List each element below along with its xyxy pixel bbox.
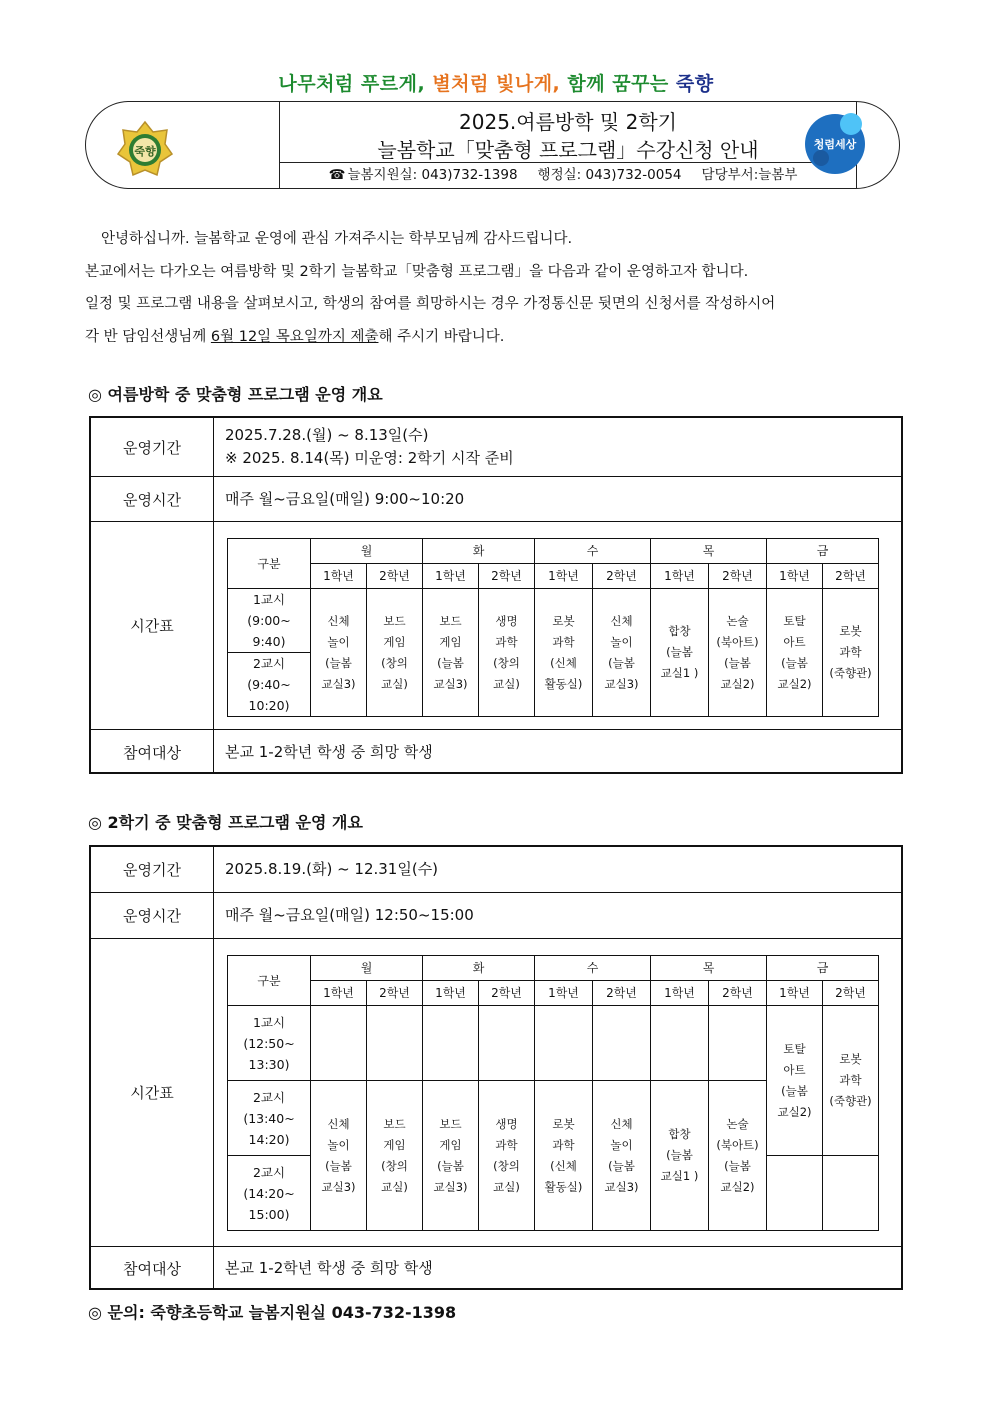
grade-header: 1학년 (651, 564, 709, 589)
program-cell (593, 1081, 651, 1231)
program-line: 보드 (439, 613, 462, 628)
semester2-target-row (91, 1246, 901, 1290)
period-time-line: (9:40~ (247, 677, 291, 692)
program-line: 게임 (383, 1137, 406, 1152)
program-line: (늘봄 (724, 655, 751, 670)
slogan-part-4: 죽향 (675, 73, 714, 95)
integrity-logo-icon (801, 108, 869, 176)
contact-admin: 행정실: 043)732-0054 (537, 167, 682, 183)
program-line: 보드 (383, 613, 406, 628)
semester2-target-value: 본교 1-2학년 학생 중 희망 학생 (225, 1259, 433, 1277)
period-time-line: 2교시 (252, 1164, 286, 1180)
empty-cell (709, 1006, 767, 1081)
empty-cell (423, 1006, 479, 1081)
semester2-target-label: 참여대상 (91, 1247, 214, 1290)
semester2-day-header (228, 956, 879, 981)
empty-cell (367, 1006, 423, 1081)
period-time-line: (12:50~ (243, 1035, 295, 1051)
semester2-schedule-row (91, 938, 901, 1246)
program-line: 교실) (381, 1179, 408, 1194)
empty-cell (311, 1006, 367, 1081)
summer-time-value: 매주 월~금요일(매일) 9:00~10:20 (225, 489, 465, 508)
program-cell (423, 1081, 479, 1231)
program-line: 토탈 (783, 613, 806, 628)
telephone-icon: ☎ (328, 167, 346, 183)
intro-line-4-pre: 각 반 담임선생님께 (85, 328, 211, 345)
program-line: 놀이 (327, 1137, 350, 1152)
program-line: 생명 (495, 613, 518, 628)
day-header: 수 (535, 956, 651, 981)
semester2-period-3 (228, 1156, 311, 1231)
program-line: (늘봄 (437, 655, 464, 670)
inquiry-contact: ◎ 문의: 죽향초등학교 늘봄지원실 043-732-1398 (88, 1303, 457, 1322)
grade-header: 2학년 (709, 981, 767, 1006)
program-line: 교실2) (720, 676, 755, 691)
program-line: 과학 (839, 645, 862, 659)
program-cell (423, 589, 479, 717)
program-line: 로봇 (552, 1116, 575, 1131)
program-line: (창의 (381, 655, 408, 670)
program-line: 과학 (552, 634, 575, 649)
program-line: 교실3) (604, 1179, 639, 1194)
program-line: 합창 (668, 1127, 691, 1141)
program-line: 교실3) (433, 676, 468, 691)
program-cell (311, 1081, 367, 1231)
semester2-period-2 (228, 1081, 311, 1156)
grade-header: 1학년 (535, 981, 593, 1006)
summer-period-2 (228, 653, 311, 717)
grade-header: 2학년 (823, 981, 879, 1006)
program-line: 교실3) (604, 676, 639, 691)
program-line: (늘봄 (325, 655, 352, 670)
program-cell (367, 589, 423, 717)
summer-time-row (91, 476, 901, 521)
empty-cell (535, 1006, 593, 1081)
grade-header: 1학년 (767, 564, 823, 589)
summer-section-title: ◎ 여름방학 중 맞춤형 프로그램 운영 개요 (88, 385, 383, 404)
day-header: 월 (311, 956, 423, 981)
program-line: 생명 (495, 1116, 518, 1131)
title-line-1: 2025.여름방학 및 2학기 (459, 110, 677, 134)
program-line: 게임 (439, 1137, 462, 1152)
semester2-schedule-label: 시간표 (91, 939, 214, 1246)
empty-cell (767, 1156, 823, 1231)
day-header: 목 (651, 539, 767, 564)
program-cell (709, 589, 767, 717)
semester2-period-label: 운영기간 (91, 847, 214, 892)
program-line: 활동실) (544, 1179, 583, 1194)
program-line: 보드 (439, 1116, 462, 1131)
summer-period-value: 2025.7.28.(월) ~ 8.13일(수) (225, 426, 429, 444)
day-header: 화 (423, 956, 535, 981)
period-time-line: 1교시 (252, 592, 286, 607)
program-line: (늘봄 (608, 655, 635, 670)
program-line: 교실3) (321, 676, 356, 691)
program-line: 과학 (495, 634, 518, 649)
slogan-part-3: 함께 꿈꾸는 (567, 73, 676, 95)
period-time-line: 13:30) (248, 1056, 290, 1072)
period-time-line: 2교시 (252, 1089, 286, 1105)
program-line: 로봇 (839, 624, 862, 638)
grade-header: 1학년 (311, 981, 367, 1006)
program-line: 신체 (610, 613, 633, 628)
summer-grade-header (228, 564, 879, 589)
period-time-line: 10:20) (248, 698, 290, 713)
summer-day-header (228, 539, 879, 564)
day-header: 금 (767, 956, 879, 981)
semester2-time-row (91, 892, 901, 938)
program-line: 교실) (493, 1179, 520, 1194)
summer-corner: 구분 (228, 539, 311, 589)
program-line: 합창 (668, 624, 691, 638)
program-line: 놀이 (610, 1137, 633, 1152)
program-line: (죽향관) (829, 666, 872, 680)
summer-period-note: ※ 2025. 8.14(목) 미운영: 2학기 시작 준비 (225, 449, 514, 467)
grade-header: 2학년 (479, 981, 535, 1006)
program-line: 놀이 (327, 634, 350, 649)
program-line: 교실1 ) (660, 666, 699, 680)
summer-period-1 (228, 589, 311, 653)
semester2-grade-header (228, 981, 879, 1006)
empty-cell (593, 1006, 651, 1081)
day-header: 목 (651, 956, 767, 981)
semester2-section-title: ◎ 2학기 중 맞춤형 프로그램 운영 개요 (88, 813, 363, 832)
program-line: (신체 (550, 655, 577, 670)
empty-cell (479, 1006, 535, 1081)
intro-line-1: 안녕하십니까. 늘봄학교 운영에 관심 가져주시는 학부모님께 감사드립니다. (101, 231, 573, 247)
summer-schedule-row (91, 521, 901, 729)
program-line: (늘봄 (437, 1158, 464, 1173)
school-emblem-icon (117, 120, 173, 178)
semester2-period-row (91, 847, 901, 892)
contact-info (280, 162, 856, 188)
program-line: (창의 (381, 1158, 408, 1173)
program-cell (593, 589, 651, 717)
program-cell (767, 1006, 823, 1156)
summer-schedule-label: 시간표 (91, 522, 214, 729)
program-cell (823, 1006, 879, 1156)
program-line: 교실3) (321, 1179, 356, 1194)
day-header: 수 (535, 539, 651, 564)
program-line: 교실3) (433, 1179, 468, 1194)
program-line: (창의 (493, 655, 520, 670)
period-time-line: (13:40~ (243, 1110, 295, 1126)
submission-deadline: 6월 12일 목요일까지 제출 (210, 328, 379, 345)
grade-header: 2학년 (823, 564, 879, 589)
program-cell (535, 1081, 593, 1231)
program-line: 교실2) (777, 676, 812, 691)
program-cell (311, 589, 367, 717)
semester2-period-value: 2025.8.19.(화) ~ 12.31일(수) (225, 860, 439, 878)
summer-target-value: 본교 1-2학년 학생 중 희망 학생 (225, 742, 433, 761)
emblem-text: 죽향 (134, 145, 156, 158)
grade-header: 2학년 (709, 564, 767, 589)
program-line: 활동실) (544, 676, 583, 691)
program-line: (북아트) (716, 1137, 759, 1152)
grade-header: 2학년 (593, 564, 651, 589)
program-line: 게임 (383, 634, 406, 649)
slogan-part-1: 나무처럼 푸르게, (278, 73, 433, 95)
summer-overview-table (89, 416, 903, 774)
period-time-line: 9:40) (252, 634, 286, 649)
empty-cell (823, 1156, 879, 1231)
program-line: 교실) (493, 676, 520, 691)
header-title-block (279, 102, 857, 188)
program-cell (479, 1081, 535, 1231)
program-line: (늘봄 (608, 1158, 635, 1173)
program-line: 보드 (383, 1116, 406, 1131)
program-line: 교실2) (777, 1104, 812, 1119)
day-header: 금 (767, 539, 879, 564)
contact-support: 늘봄지원실: 043)732-1398 (347, 167, 518, 183)
contact-dept: 담당부서:늘봄부 (701, 167, 798, 183)
program-line: 과학 (495, 1137, 518, 1152)
semester2-timetable (227, 955, 879, 1231)
program-line: 놀이 (610, 634, 633, 649)
intro-line-4 (85, 321, 905, 354)
intro-line-3: 일정 및 프로그램 내용을 살펴보시고, 학생의 참여를 희망하시는 경우 가정통신문 뒷면의 신청서를 작성하시어 (85, 296, 776, 312)
program-line: 토탈 (783, 1041, 806, 1056)
program-line: 신체 (610, 1116, 633, 1131)
semester2-time-label: 운영시간 (91, 893, 214, 938)
program-cell (479, 589, 535, 717)
day-header: 화 (423, 539, 535, 564)
intro-line-4-post: 해 주시기 바랍니다. (378, 328, 505, 345)
empty-cell (651, 1006, 709, 1081)
intro-paragraph (85, 223, 905, 353)
day-header: 월 (311, 539, 423, 564)
summer-target-label: 참여대상 (91, 730, 214, 774)
summer-timetable (227, 538, 879, 717)
grade-header: 1학년 (311, 564, 367, 589)
grade-header: 2학년 (367, 564, 423, 589)
program-line: 교실2) (720, 1179, 755, 1194)
program-line: (신체 (550, 1158, 577, 1173)
program-line: 교실1 ) (660, 1169, 699, 1183)
program-line: (창의 (493, 1158, 520, 1173)
program-cell (367, 1081, 423, 1231)
logo-text: 청렴세상 (813, 138, 857, 151)
title-line-2: 늘봄학교「맞춤형 프로그램」수강신청 안내 (377, 138, 759, 162)
program-line: (죽향관) (829, 1094, 872, 1108)
grade-header: 1학년 (535, 564, 593, 589)
program-cell (651, 589, 709, 717)
program-line: 게임 (439, 634, 462, 649)
grade-header: 1학년 (423, 981, 479, 1006)
summer-time-label: 운영시간 (91, 477, 214, 521)
document-header (85, 101, 900, 189)
program-line: (늘봄 (325, 1158, 352, 1173)
period-time-line: 1교시 (252, 1014, 286, 1030)
grade-header: 1학년 (423, 564, 479, 589)
school-slogan (0, 69, 992, 96)
summer-target-row (91, 729, 901, 774)
program-line: 아트 (783, 634, 806, 649)
grade-header: 2학년 (593, 981, 651, 1006)
period-time-line: (14:20~ (243, 1185, 295, 1201)
program-line: 과학 (552, 1137, 575, 1152)
grade-header: 2학년 (367, 981, 423, 1006)
period-time-line: 14:20) (248, 1131, 290, 1147)
program-cell (651, 1081, 709, 1231)
semester2-period-1 (228, 1006, 311, 1081)
program-line: (늘봄 (666, 645, 693, 659)
period-time-line: 15:00) (248, 1206, 290, 1222)
intro-line-2: 본교에서는 다가오는 여름방학 및 2학기 늘봄학교「맞춤형 프로그램」을 다음과 같이 운영하고자 합니다. (85, 263, 749, 280)
program-cell (767, 589, 823, 717)
program-line: 논술 (726, 1116, 749, 1131)
program-line: 로봇 (552, 613, 575, 628)
program-line: (북아트) (716, 634, 759, 649)
semester2-corner: 구분 (228, 956, 311, 1006)
program-line: 아트 (783, 1062, 806, 1077)
summer-period-1-row (228, 589, 879, 653)
semester2-overview-table (89, 845, 903, 1290)
program-line: 교실) (381, 676, 408, 691)
period-time-line: 2교시 (252, 656, 286, 671)
semester2-period-1-row (228, 1006, 879, 1081)
semester2-time-value: 매주 월~금요일(매일) 12:50~15:00 (225, 906, 474, 924)
program-line: (늘봄 (724, 1158, 751, 1173)
program-cell (709, 1081, 767, 1231)
program-line: 논술 (726, 613, 749, 628)
summer-period-label: 운영기간 (91, 418, 214, 476)
program-line: (늘봄 (781, 655, 808, 670)
program-cell (535, 589, 593, 717)
program-line: (늘봄 (781, 1083, 808, 1098)
program-line: (늘봄 (666, 1148, 693, 1162)
summer-period-row (91, 418, 901, 476)
period-time-line: (9:00~ (247, 613, 291, 628)
grade-header: 1학년 (767, 981, 823, 1006)
grade-header: 1학년 (651, 981, 709, 1006)
program-line: 신체 (327, 1116, 350, 1131)
program-cell (823, 589, 879, 717)
program-line: 로봇 (839, 1052, 862, 1066)
program-line: 신체 (327, 613, 350, 628)
program-line: 과학 (839, 1073, 862, 1087)
grade-header: 2학년 (479, 564, 535, 589)
slogan-part-2: 별처럼 빛나게, (432, 73, 568, 95)
